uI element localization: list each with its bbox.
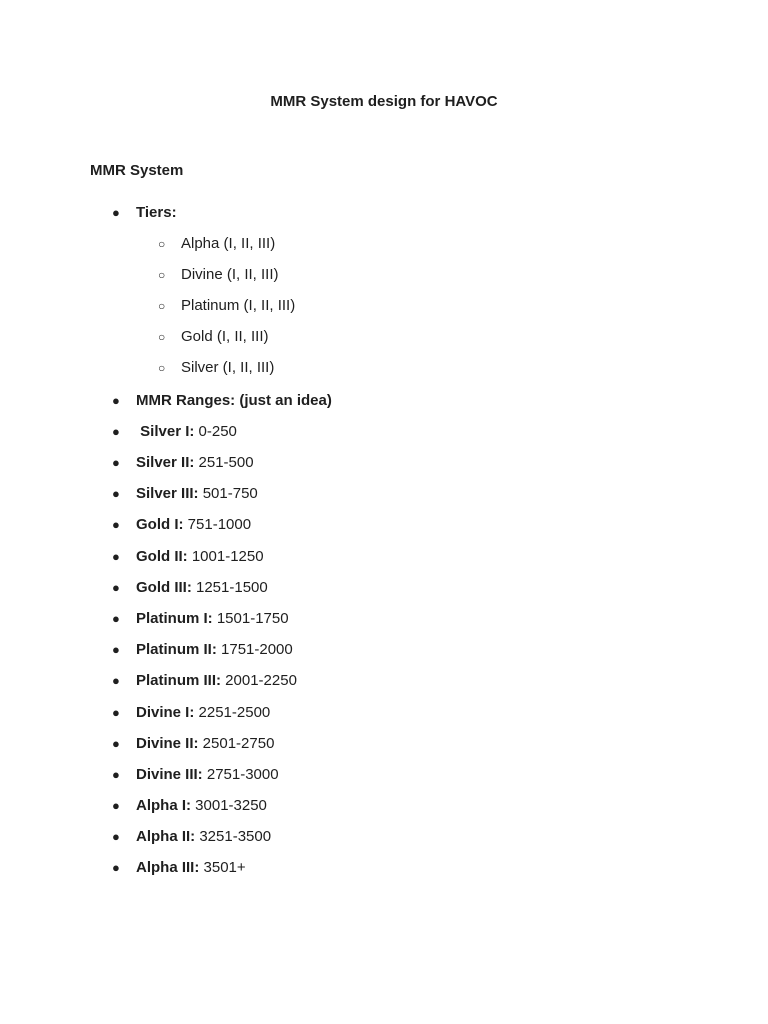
hollow-bullet-icon: ○ bbox=[158, 299, 166, 313]
range-item bbox=[136, 578, 268, 598]
range-item bbox=[136, 453, 254, 473]
section-heading: MMR System bbox=[90, 162, 184, 179]
range-item bbox=[136, 640, 293, 660]
range-item bbox=[136, 547, 264, 567]
range-value: 1001-1250 bbox=[187, 548, 264, 565]
ranges-label: MMR Ranges: (just an idea) bbox=[136, 392, 332, 409]
range-item bbox=[136, 858, 246, 878]
hollow-bullet-icon: ○ bbox=[158, 330, 166, 344]
document-title: MMR System design for HAVOC bbox=[270, 93, 498, 110]
range-item bbox=[136, 422, 237, 442]
bullet-icon: ● bbox=[112, 705, 120, 720]
range-item bbox=[136, 484, 258, 504]
range-value: 0-250 bbox=[194, 423, 237, 440]
range-item bbox=[136, 671, 297, 691]
range-value: 2501-2750 bbox=[198, 735, 275, 752]
hollow-bullet-icon: ○ bbox=[158, 361, 166, 375]
range-rank: Platinum I: bbox=[136, 610, 213, 627]
range-value: 3501+ bbox=[199, 859, 246, 876]
bullet-icon: ● bbox=[112, 580, 120, 595]
bullet-icon: ● bbox=[112, 611, 120, 626]
range-item bbox=[136, 609, 289, 629]
range-value: 2001-2250 bbox=[221, 672, 297, 689]
range-item bbox=[136, 796, 267, 816]
bullet-icon: ● bbox=[112, 205, 120, 220]
range-rank: Alpha III: bbox=[136, 859, 200, 876]
range-item bbox=[136, 734, 274, 754]
range-rank: Gold II: bbox=[136, 548, 188, 565]
range-rank: Platinum III: bbox=[136, 672, 222, 689]
bullet-icon: ● bbox=[112, 642, 120, 657]
range-value: 751-1000 bbox=[183, 516, 252, 533]
range-rank: Silver III: bbox=[136, 485, 199, 502]
bullet-icon: ● bbox=[112, 393, 120, 408]
tier-item: Gold (I, II, III) bbox=[181, 328, 269, 345]
range-rank: Alpha I: bbox=[136, 797, 191, 814]
range-item bbox=[136, 765, 279, 785]
bullet-icon: ● bbox=[112, 455, 120, 470]
range-value: 1751-2000 bbox=[216, 641, 293, 658]
range-value: 3251-3500 bbox=[195, 828, 272, 845]
bullet-icon: ● bbox=[112, 549, 120, 564]
hollow-bullet-icon: ○ bbox=[158, 268, 166, 282]
range-rank: Silver I: bbox=[136, 423, 195, 440]
hollow-bullet-icon: ○ bbox=[158, 237, 166, 251]
range-item bbox=[136, 703, 270, 723]
tiers-label: Tiers: bbox=[136, 204, 177, 221]
bullet-icon: ● bbox=[112, 673, 120, 688]
range-rank: Gold III: bbox=[136, 579, 192, 596]
bullet-icon: ● bbox=[112, 829, 120, 844]
range-value: 3001-3250 bbox=[191, 797, 267, 814]
range-value: 2251-2500 bbox=[194, 704, 271, 721]
range-rank: Divine III: bbox=[136, 766, 203, 783]
range-value: 2751-3000 bbox=[202, 766, 279, 783]
tier-item: Divine (I, II, III) bbox=[181, 266, 279, 283]
bullet-icon: ● bbox=[112, 517, 120, 532]
range-rank: Alpha II: bbox=[136, 828, 196, 845]
range-value: 251-500 bbox=[194, 454, 254, 471]
range-rank: Platinum II: bbox=[136, 641, 217, 658]
range-rank: Divine II: bbox=[136, 735, 199, 752]
range-value: 1501-1750 bbox=[212, 610, 289, 627]
range-rank: Silver II: bbox=[136, 454, 195, 471]
bullet-icon: ● bbox=[112, 424, 120, 439]
range-item bbox=[136, 515, 251, 535]
bullet-icon: ● bbox=[112, 798, 120, 813]
range-rank: Gold I: bbox=[136, 516, 184, 533]
tier-item: Silver (I, II, III) bbox=[181, 359, 275, 376]
bullet-icon: ● bbox=[112, 486, 120, 501]
bullet-icon: ● bbox=[112, 736, 120, 751]
range-rank: Divine I: bbox=[136, 704, 195, 721]
bullet-icon: ● bbox=[112, 767, 120, 782]
tier-item: Alpha (I, II, III) bbox=[181, 235, 276, 252]
range-value: 501-750 bbox=[198, 485, 258, 502]
tier-item: Platinum (I, II, III) bbox=[181, 297, 296, 314]
range-value: 1251-1500 bbox=[191, 579, 268, 596]
bullet-icon: ● bbox=[112, 860, 120, 875]
range-item bbox=[136, 827, 271, 847]
